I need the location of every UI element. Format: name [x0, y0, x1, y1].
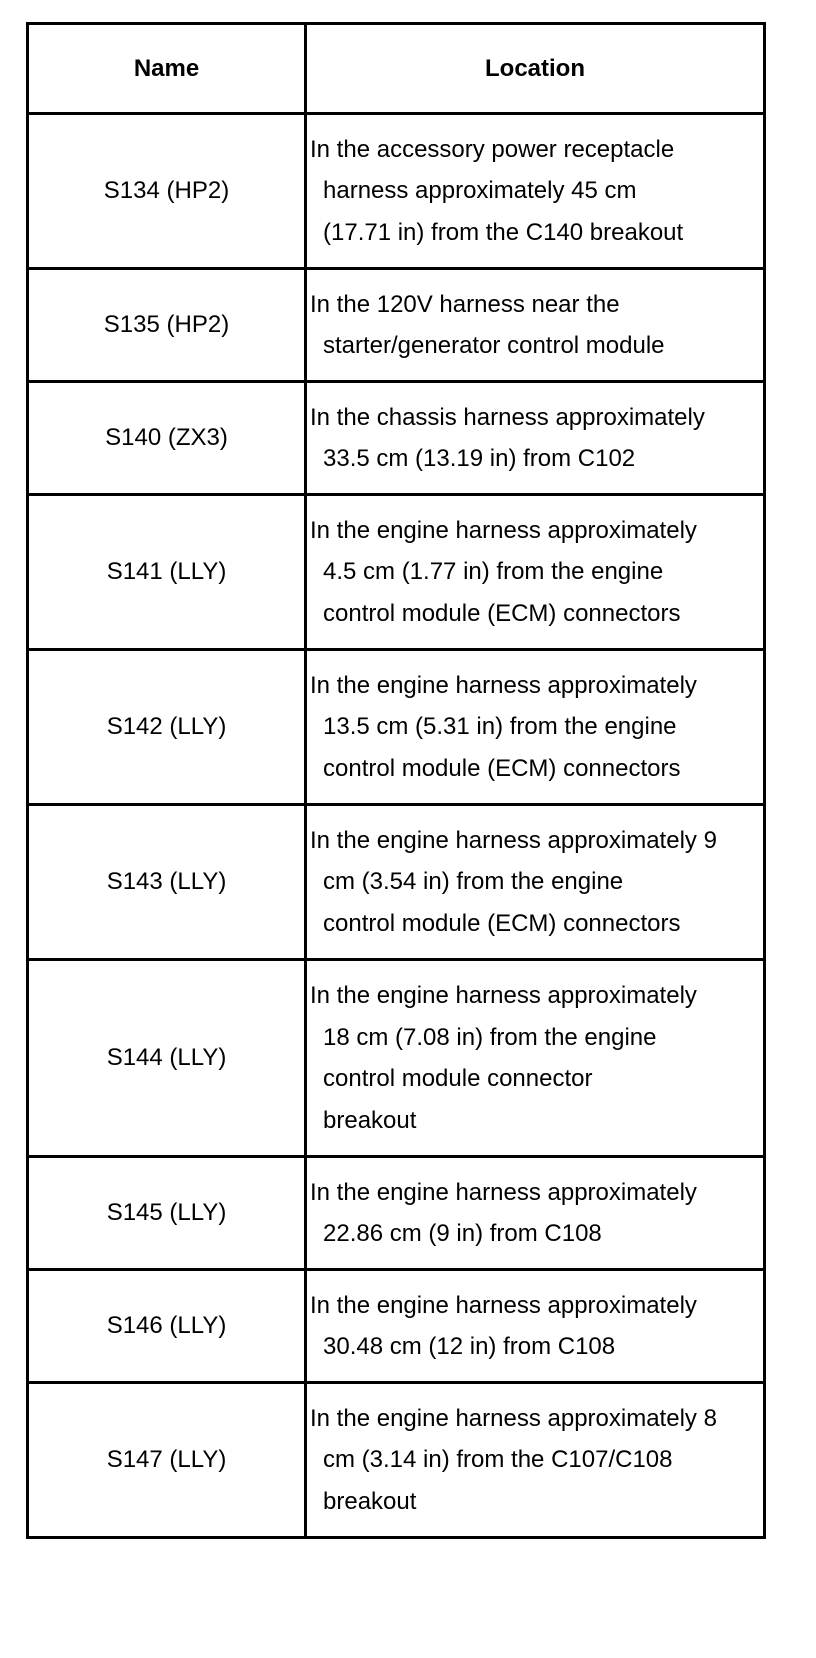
- location-text-line: 18 cm (7.08 in) from the engine: [323, 1023, 657, 1051]
- splice-location-cell: [306, 269, 765, 382]
- table-header-row: [28, 24, 765, 114]
- location-text-line: In the engine harness approximately: [310, 1178, 697, 1206]
- splice-location-cell: [306, 114, 765, 269]
- table-row: [28, 1383, 765, 1538]
- location-text-line: 22.86 cm (9 in) from C108: [323, 1220, 602, 1247]
- location-text-line: control module connector: [323, 1065, 593, 1092]
- location-text-line: control module (ECM) connectors: [323, 909, 681, 937]
- splice-location-cell: [306, 650, 765, 805]
- location-text-line: harness approximately 45 cm: [323, 177, 637, 205]
- location-text-line: breakout: [323, 1106, 417, 1134]
- splice-name-cell: S141 (LLY): [28, 495, 306, 650]
- splice-name-cell: S144 (LLY): [28, 960, 306, 1157]
- splice-name-cell: S142 (LLY): [28, 650, 306, 805]
- location-text-line: In the engine harness approximately 8: [310, 1404, 717, 1432]
- column-header-location: Location: [306, 24, 765, 114]
- location-text-line: cm (3.54 in) from the engine: [323, 868, 624, 896]
- table-row: [28, 805, 765, 960]
- location-text-line: In the engine harness approximately: [310, 516, 697, 544]
- location-text-line: In the 120V harness near the: [310, 290, 620, 318]
- location-text-line: In the engine harness approximately: [310, 982, 697, 1009]
- location-text-line: 13.5 cm (5.31 in) from the engine: [323, 713, 677, 741]
- table-row: [28, 269, 765, 382]
- location-text-line: control module (ECM) connectors: [323, 599, 681, 627]
- splice-name-cell: S143 (LLY): [28, 805, 306, 960]
- location-text-line: 33.5 cm (13.19 in) from C102: [323, 445, 636, 472]
- location-text-line: 30.48 cm (12 in) from C108: [323, 1333, 616, 1360]
- location-text-line: In the engine harness approximately 9: [310, 826, 717, 854]
- location-text-line: In the chassis harness approximately: [310, 403, 705, 431]
- splice-name-cell: S147 (LLY): [28, 1383, 306, 1538]
- splice-name-cell: S134 (HP2): [28, 114, 306, 269]
- column-header-name: Name: [28, 24, 306, 114]
- splice-location-table: [26, 22, 766, 1539]
- location-text-line: starter/generator control module: [323, 332, 665, 359]
- location-text-line: In the engine harness approximately: [310, 1291, 697, 1319]
- location-text-line: (17.71 in) from the C140 breakout: [323, 218, 684, 246]
- table-row: [28, 114, 765, 269]
- location-text-line: breakout: [323, 1487, 417, 1515]
- splice-location-cell: [306, 805, 765, 960]
- splice-name-cell: S140 (ZX3): [28, 382, 306, 495]
- splice-location-cell: [306, 1157, 765, 1270]
- table-row: [28, 495, 765, 650]
- splice-location-cell: [306, 1270, 765, 1383]
- location-text-line: 4.5 cm (1.77 in) from the engine: [323, 558, 664, 586]
- table-row: [28, 1157, 765, 1270]
- location-text-line: In the engine harness approximately: [310, 671, 697, 699]
- splice-name-cell: S135 (HP2): [28, 269, 306, 382]
- splice-location-cell: [306, 382, 765, 495]
- table-row: [28, 650, 765, 805]
- table-body: [28, 114, 765, 1538]
- table-row: [28, 382, 765, 495]
- location-text-line: cm (3.14 in) from the C107/C108: [323, 1446, 673, 1474]
- location-text-line: control module (ECM) connectors: [323, 754, 681, 782]
- splice-location-cell: [306, 960, 765, 1157]
- table-row: [28, 960, 765, 1157]
- location-text-line: In the accessory power receptacle: [310, 135, 675, 163]
- splice-location-cell: [306, 495, 765, 650]
- splice-name-cell: S145 (LLY): [28, 1157, 306, 1270]
- splice-location-cell: [306, 1383, 765, 1538]
- table-row: [28, 1270, 765, 1383]
- splice-name-cell: S146 (LLY): [28, 1270, 306, 1383]
